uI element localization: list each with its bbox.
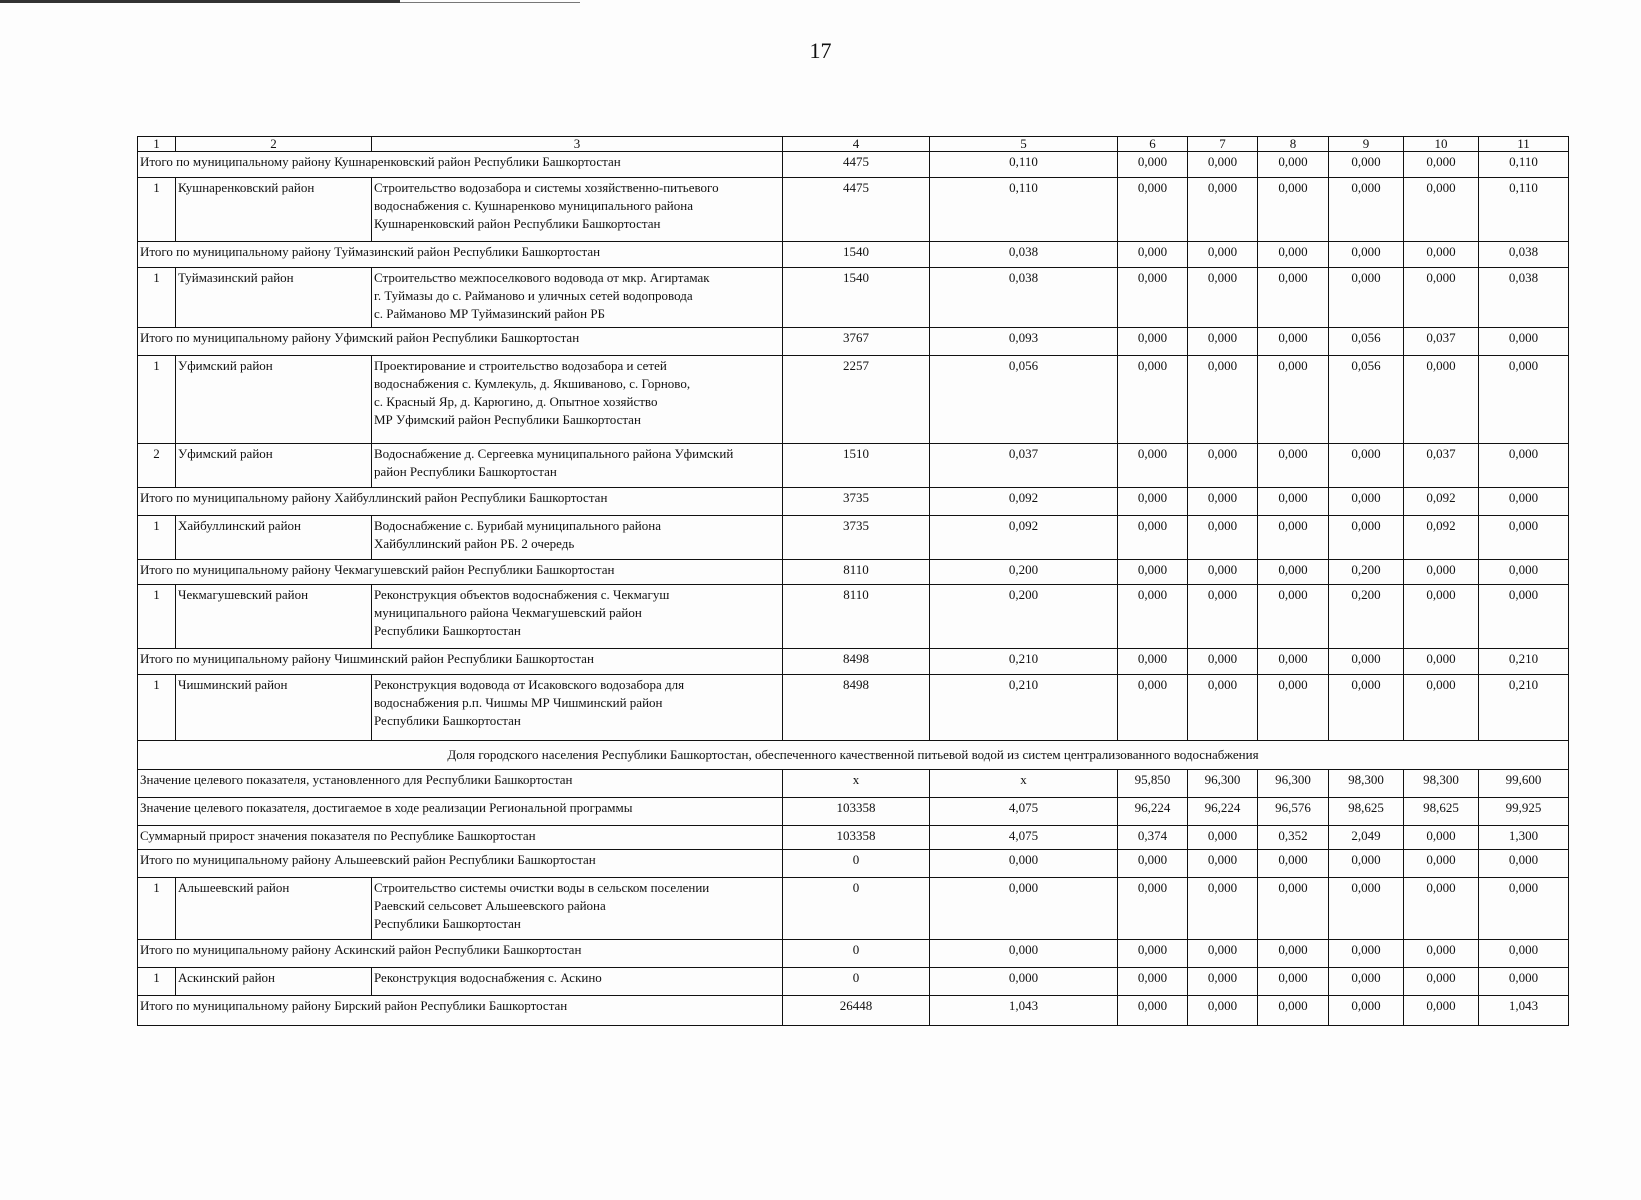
col-header: 11 xyxy=(1479,137,1569,152)
total-col10: 0,000 xyxy=(1404,850,1479,878)
project-col7: 0,000 xyxy=(1188,968,1258,996)
indicator-row xyxy=(138,770,1569,798)
project-col6: 0,000 xyxy=(1118,968,1188,996)
indicator-col6: 95,850 xyxy=(1118,770,1188,798)
project-description: Реконструкция объектов водоснабжения с. Чекмагуш муниципального района Чекмагушевский район Республики Башкортостан xyxy=(372,585,783,649)
total-col8: 0,000 xyxy=(1258,850,1329,878)
col-header: 1 xyxy=(138,137,176,152)
project-col5: 0,110 xyxy=(930,178,1118,242)
col-header: 4 xyxy=(783,137,930,152)
total-col6: 0,000 xyxy=(1118,940,1188,968)
col-header: 7 xyxy=(1188,137,1258,152)
total-col9: 0,000 xyxy=(1329,649,1404,675)
total-col8: 0,000 xyxy=(1258,488,1329,516)
indicator-col6: 96,224 xyxy=(1118,798,1188,826)
total-col7: 0,000 xyxy=(1188,560,1258,585)
project-col7: 0,000 xyxy=(1188,516,1258,560)
district-name: Аскинский район xyxy=(176,968,372,996)
project-col5: 0,056 xyxy=(930,356,1118,444)
district-total-row xyxy=(138,560,1569,585)
project-col5: 0,000 xyxy=(930,968,1118,996)
project-description: Реконструкция водовода от Исаковского водозабора для водоснабжения р.п. Чишмы МР Чишминский район Республики Башкортостан xyxy=(372,675,783,741)
col-header: 8 xyxy=(1258,137,1329,152)
total-col9: 0,000 xyxy=(1329,488,1404,516)
total-col8: 0,000 xyxy=(1258,242,1329,268)
project-col9: 0,000 xyxy=(1329,178,1404,242)
total-col11: 1,043 xyxy=(1479,996,1569,1026)
project-col9: 0,000 xyxy=(1329,675,1404,741)
project-col7: 0,000 xyxy=(1188,268,1258,328)
project-row xyxy=(138,268,1569,328)
project-col7: 0,000 xyxy=(1188,878,1258,940)
total-col5: 0,000 xyxy=(930,850,1118,878)
project-row xyxy=(138,878,1569,940)
project-col11: 0,110 xyxy=(1479,178,1569,242)
project-col11: 0,210 xyxy=(1479,675,1569,741)
total-col4: 4475 xyxy=(783,152,930,178)
total-col8: 0,000 xyxy=(1258,649,1329,675)
row-number: 1 xyxy=(138,178,176,242)
total-label: Итого по муниципальному району Туймазинский район Республики Башкортостан xyxy=(138,242,783,268)
section-title: Доля городского населения Республики Башкортостан, обеспеченного качественной питьевой водой из систем централизованного водоснабжения xyxy=(138,741,1569,770)
total-col7: 0,000 xyxy=(1188,488,1258,516)
total-col11: 0,038 xyxy=(1479,242,1569,268)
indicator-col11: 99,925 xyxy=(1479,798,1569,826)
total-label: Итого по муниципальному району Чекмагушевский район Республики Башкортостан xyxy=(138,560,783,585)
project-col4: 3735 xyxy=(783,516,930,560)
total-col6: 0,000 xyxy=(1118,649,1188,675)
total-col8: 0,000 xyxy=(1258,940,1329,968)
col-header: 5 xyxy=(930,137,1118,152)
total-col10: 0,000 xyxy=(1404,560,1479,585)
project-description: Строительство водозабора и системы хозяйственно-питьевого водоснабжения с. Кушнаренково муниципального района Кушнаренковский район Республики Башкортостан xyxy=(372,178,783,242)
district-name: Уфимский район xyxy=(176,444,372,488)
indicator-row xyxy=(138,826,1569,850)
project-col10: 0,000 xyxy=(1404,968,1479,996)
total-col11: 0,000 xyxy=(1479,488,1569,516)
total-col8: 0,000 xyxy=(1258,152,1329,178)
project-col7: 0,000 xyxy=(1188,356,1258,444)
project-description: Реконструкция водоснабжения с. Аскино xyxy=(372,968,783,996)
indicator-col5: 4,075 xyxy=(930,826,1118,850)
project-col8: 0,000 xyxy=(1258,585,1329,649)
district-name: Хайбуллинский район xyxy=(176,516,372,560)
project-col11: 0,000 xyxy=(1479,878,1569,940)
total-label: Итого по муниципальному району Кушнаренковский район Республики Башкортостан xyxy=(138,152,783,178)
total-col7: 0,000 xyxy=(1188,328,1258,356)
district-total-row xyxy=(138,850,1569,878)
project-col5: 0,210 xyxy=(930,675,1118,741)
total-col4: 26448 xyxy=(783,996,930,1026)
project-col10: 0,000 xyxy=(1404,268,1479,328)
project-col7: 0,000 xyxy=(1188,444,1258,488)
project-description: Строительство системы очистки воды в сельском поселении Раевский сельсовет Альшеевского района Республики Башкортостан xyxy=(372,878,783,940)
project-col9: 0,056 xyxy=(1329,356,1404,444)
total-col9: 0,000 xyxy=(1329,152,1404,178)
total-col8: 0,000 xyxy=(1258,560,1329,585)
project-row xyxy=(138,585,1569,649)
total-col8: 0,000 xyxy=(1258,328,1329,356)
project-col6: 0,000 xyxy=(1118,675,1188,741)
total-col5: 0,200 xyxy=(930,560,1118,585)
project-col11: 0,000 xyxy=(1479,585,1569,649)
total-col7: 0,000 xyxy=(1188,850,1258,878)
total-col10: 0,000 xyxy=(1404,152,1479,178)
page-number: 17 xyxy=(809,38,832,63)
program-table xyxy=(137,136,1569,1026)
project-col10: 0,000 xyxy=(1404,356,1479,444)
project-col5: 0,000 xyxy=(930,878,1118,940)
total-col9: 0,000 xyxy=(1329,242,1404,268)
indicator-col4: x xyxy=(783,770,930,798)
project-col4: 8498 xyxy=(783,675,930,741)
total-col6: 0,000 xyxy=(1118,560,1188,585)
project-row xyxy=(138,968,1569,996)
project-col9: 0,000 xyxy=(1329,444,1404,488)
project-row xyxy=(138,675,1569,741)
project-col4: 2257 xyxy=(783,356,930,444)
total-col9: 0,200 xyxy=(1329,560,1404,585)
indicator-label: Значение целевого показателя, установленного для Республики Башкортостан xyxy=(138,770,783,798)
project-col8: 0,000 xyxy=(1258,878,1329,940)
col-header: 2 xyxy=(176,137,372,152)
project-col8: 0,000 xyxy=(1258,356,1329,444)
indicator-col10: 98,300 xyxy=(1404,770,1479,798)
total-col8: 0,000 xyxy=(1258,996,1329,1026)
col-header: 3 xyxy=(372,137,783,152)
indicator-label: Суммарный прирост значения показателя по Республике Башкортостан xyxy=(138,826,783,850)
column-number-row xyxy=(138,137,1569,152)
total-col4: 8498 xyxy=(783,649,930,675)
total-col9: 0,000 xyxy=(1329,850,1404,878)
total-col5: 0,110 xyxy=(930,152,1118,178)
total-col5: 0,093 xyxy=(930,328,1118,356)
total-col11: 0,000 xyxy=(1479,940,1569,968)
project-row xyxy=(138,444,1569,488)
total-col6: 0,000 xyxy=(1118,488,1188,516)
project-col5: 0,037 xyxy=(930,444,1118,488)
total-col6: 0,000 xyxy=(1118,996,1188,1026)
total-col5: 0,092 xyxy=(930,488,1118,516)
total-col5: 0,038 xyxy=(930,242,1118,268)
project-row xyxy=(138,516,1569,560)
project-col10: 0,037 xyxy=(1404,444,1479,488)
project-col9: 0,000 xyxy=(1329,268,1404,328)
indicator-col9: 98,300 xyxy=(1329,770,1404,798)
project-col4: 4475 xyxy=(783,178,930,242)
total-label: Итого по муниципальному району Чишминский район Республики Башкортостан xyxy=(138,649,783,675)
indicator-row xyxy=(138,798,1569,826)
project-col9: 0,000 xyxy=(1329,878,1404,940)
project-col8: 0,000 xyxy=(1258,516,1329,560)
total-col10: 0,000 xyxy=(1404,242,1479,268)
total-col4: 8110 xyxy=(783,560,930,585)
total-col4: 3767 xyxy=(783,328,930,356)
indicator-col10: 98,625 xyxy=(1404,798,1479,826)
indicator-col5: x xyxy=(930,770,1118,798)
total-col10: 0,037 xyxy=(1404,328,1479,356)
row-number: 1 xyxy=(138,675,176,741)
total-col5: 0,000 xyxy=(930,940,1118,968)
total-col10: 0,000 xyxy=(1404,649,1479,675)
district-name: Чишминский район xyxy=(176,675,372,741)
indicator-col7: 96,300 xyxy=(1188,770,1258,798)
project-col6: 0,000 xyxy=(1118,878,1188,940)
indicator-col11: 99,600 xyxy=(1479,770,1569,798)
total-col4: 3735 xyxy=(783,488,930,516)
scan-top-line xyxy=(0,0,400,3)
district-total-row xyxy=(138,242,1569,268)
project-col8: 0,000 xyxy=(1258,968,1329,996)
project-col10: 0,000 xyxy=(1404,878,1479,940)
project-col5: 0,038 xyxy=(930,268,1118,328)
indicator-col8: 96,300 xyxy=(1258,770,1329,798)
project-col10: 0,092 xyxy=(1404,516,1479,560)
total-col9: 0,056 xyxy=(1329,328,1404,356)
project-col9: 0,000 xyxy=(1329,968,1404,996)
total-col6: 0,000 xyxy=(1118,850,1188,878)
total-col9: 0,000 xyxy=(1329,996,1404,1026)
project-col6: 0,000 xyxy=(1118,178,1188,242)
total-col7: 0,000 xyxy=(1188,152,1258,178)
district-total-row xyxy=(138,649,1569,675)
total-col7: 0,000 xyxy=(1188,940,1258,968)
project-row xyxy=(138,178,1569,242)
district-name: Чекмагушевский район xyxy=(176,585,372,649)
total-col4: 1540 xyxy=(783,242,930,268)
project-col6: 0,000 xyxy=(1118,585,1188,649)
district-name: Уфимский район xyxy=(176,356,372,444)
project-description: Водоснабжение д. Сергеевка муниципального района Уфимский район Республики Башкортостан xyxy=(372,444,783,488)
district-total-row xyxy=(138,996,1569,1026)
total-col10: 0,000 xyxy=(1404,940,1479,968)
col-header: 9 xyxy=(1329,137,1404,152)
indicator-col8: 96,576 xyxy=(1258,798,1329,826)
total-col10: 0,000 xyxy=(1404,996,1479,1026)
row-number: 1 xyxy=(138,585,176,649)
project-col10: 0,000 xyxy=(1404,178,1479,242)
project-col9: 0,200 xyxy=(1329,585,1404,649)
total-col9: 0,000 xyxy=(1329,940,1404,968)
district-total-row xyxy=(138,488,1569,516)
project-col10: 0,000 xyxy=(1404,675,1479,741)
col-header: 10 xyxy=(1404,137,1479,152)
indicator-col7: 96,224 xyxy=(1188,798,1258,826)
district-total-row xyxy=(138,940,1569,968)
total-col11: 0,000 xyxy=(1479,850,1569,878)
total-col6: 0,000 xyxy=(1118,152,1188,178)
project-description: Проектирование и строительство водозабора и сетей водоснабжения с. Кумлекуль, д. Якшиваново, с. Горново, с. Красный Яр, д. Карюгино, д. Опытное хозяйство МР Уфимский район Республики Башкортостан xyxy=(372,356,783,444)
project-col7: 0,000 xyxy=(1188,675,1258,741)
project-col4: 1510 xyxy=(783,444,930,488)
total-label: Итого по муниципальному району Аскинский район Республики Башкортостан xyxy=(138,940,783,968)
total-col11: 0,000 xyxy=(1479,328,1569,356)
project-col11: 0,038 xyxy=(1479,268,1569,328)
project-col11: 0,000 xyxy=(1479,516,1569,560)
project-col6: 0,000 xyxy=(1118,268,1188,328)
row-number: 2 xyxy=(138,444,176,488)
project-col8: 0,000 xyxy=(1258,444,1329,488)
total-col5: 0,210 xyxy=(930,649,1118,675)
district-name: Туймазинский район xyxy=(176,268,372,328)
project-col8: 0,000 xyxy=(1258,268,1329,328)
district-name: Альшеевский район xyxy=(176,878,372,940)
project-col11: 0,000 xyxy=(1479,968,1569,996)
indicator-label: Значение целевого показателя, достигаемое в ходе реализации Региональной программы xyxy=(138,798,783,826)
indicator-col8: 0,352 xyxy=(1258,826,1329,850)
project-description: Строительство межпоселкового водовода от мкр. Агиртамак г. Туймазы до с. Райманово и уличных сетей водопровода с. Райманово МР Туймазинский район РБ xyxy=(372,268,783,328)
total-col11: 0,210 xyxy=(1479,649,1569,675)
total-col5: 1,043 xyxy=(930,996,1118,1026)
total-col11: 0,110 xyxy=(1479,152,1569,178)
row-number: 1 xyxy=(138,356,176,444)
row-number: 1 xyxy=(138,968,176,996)
project-col7: 0,000 xyxy=(1188,178,1258,242)
indicator-col10: 0,000 xyxy=(1404,826,1479,850)
indicator-col4: 103358 xyxy=(783,798,930,826)
project-col8: 0,000 xyxy=(1258,675,1329,741)
col-header: 6 xyxy=(1118,137,1188,152)
indicator-col7: 0,000 xyxy=(1188,826,1258,850)
project-col4: 0 xyxy=(783,968,930,996)
total-col10: 0,092 xyxy=(1404,488,1479,516)
indicator-col9: 98,625 xyxy=(1329,798,1404,826)
total-col7: 0,000 xyxy=(1188,242,1258,268)
project-col9: 0,000 xyxy=(1329,516,1404,560)
project-col8: 0,000 xyxy=(1258,178,1329,242)
project-col10: 0,000 xyxy=(1404,585,1479,649)
total-label: Итого по муниципальному району Альшеевский район Республики Башкортостан xyxy=(138,850,783,878)
total-col4: 0 xyxy=(783,940,930,968)
total-label: Итого по муниципальному району Хайбуллинский район Республики Башкортостан xyxy=(138,488,783,516)
project-description: Водоснабжение с. Бурибай муниципального района Хайбуллинский район РБ. 2 очередь xyxy=(372,516,783,560)
district-total-row xyxy=(138,152,1569,178)
indicator-col5: 4,075 xyxy=(930,798,1118,826)
indicator-col11: 1,300 xyxy=(1479,826,1569,850)
indicator-col6: 0,374 xyxy=(1118,826,1188,850)
project-col6: 0,000 xyxy=(1118,356,1188,444)
total-label: Итого по муниципальному району Бирский район Республики Башкортостан xyxy=(138,996,783,1026)
project-col4: 0 xyxy=(783,878,930,940)
total-col4: 0 xyxy=(783,850,930,878)
total-col7: 0,000 xyxy=(1188,649,1258,675)
indicator-col9: 2,049 xyxy=(1329,826,1404,850)
project-col7: 0,000 xyxy=(1188,585,1258,649)
project-col6: 0,000 xyxy=(1118,444,1188,488)
project-row xyxy=(138,356,1569,444)
project-col4: 8110 xyxy=(783,585,930,649)
project-col5: 0,092 xyxy=(930,516,1118,560)
indicator-col4: 103358 xyxy=(783,826,930,850)
district-total-row xyxy=(138,328,1569,356)
row-number: 1 xyxy=(138,268,176,328)
total-col6: 0,000 xyxy=(1118,242,1188,268)
project-col6: 0,000 xyxy=(1118,516,1188,560)
row-number: 1 xyxy=(138,516,176,560)
project-col4: 1540 xyxy=(783,268,930,328)
total-col6: 0,000 xyxy=(1118,328,1188,356)
scan-top-line-faint xyxy=(400,2,580,3)
total-label: Итого по муниципальному району Уфимский район Республики Башкортостан xyxy=(138,328,783,356)
section-title-row xyxy=(138,741,1569,770)
project-col11: 0,000 xyxy=(1479,444,1569,488)
project-col5: 0,200 xyxy=(930,585,1118,649)
total-col7: 0,000 xyxy=(1188,996,1258,1026)
project-col11: 0,000 xyxy=(1479,356,1569,444)
row-number: 1 xyxy=(138,878,176,940)
district-name: Кушнаренковский район xyxy=(176,178,372,242)
total-col11: 0,000 xyxy=(1479,560,1569,585)
